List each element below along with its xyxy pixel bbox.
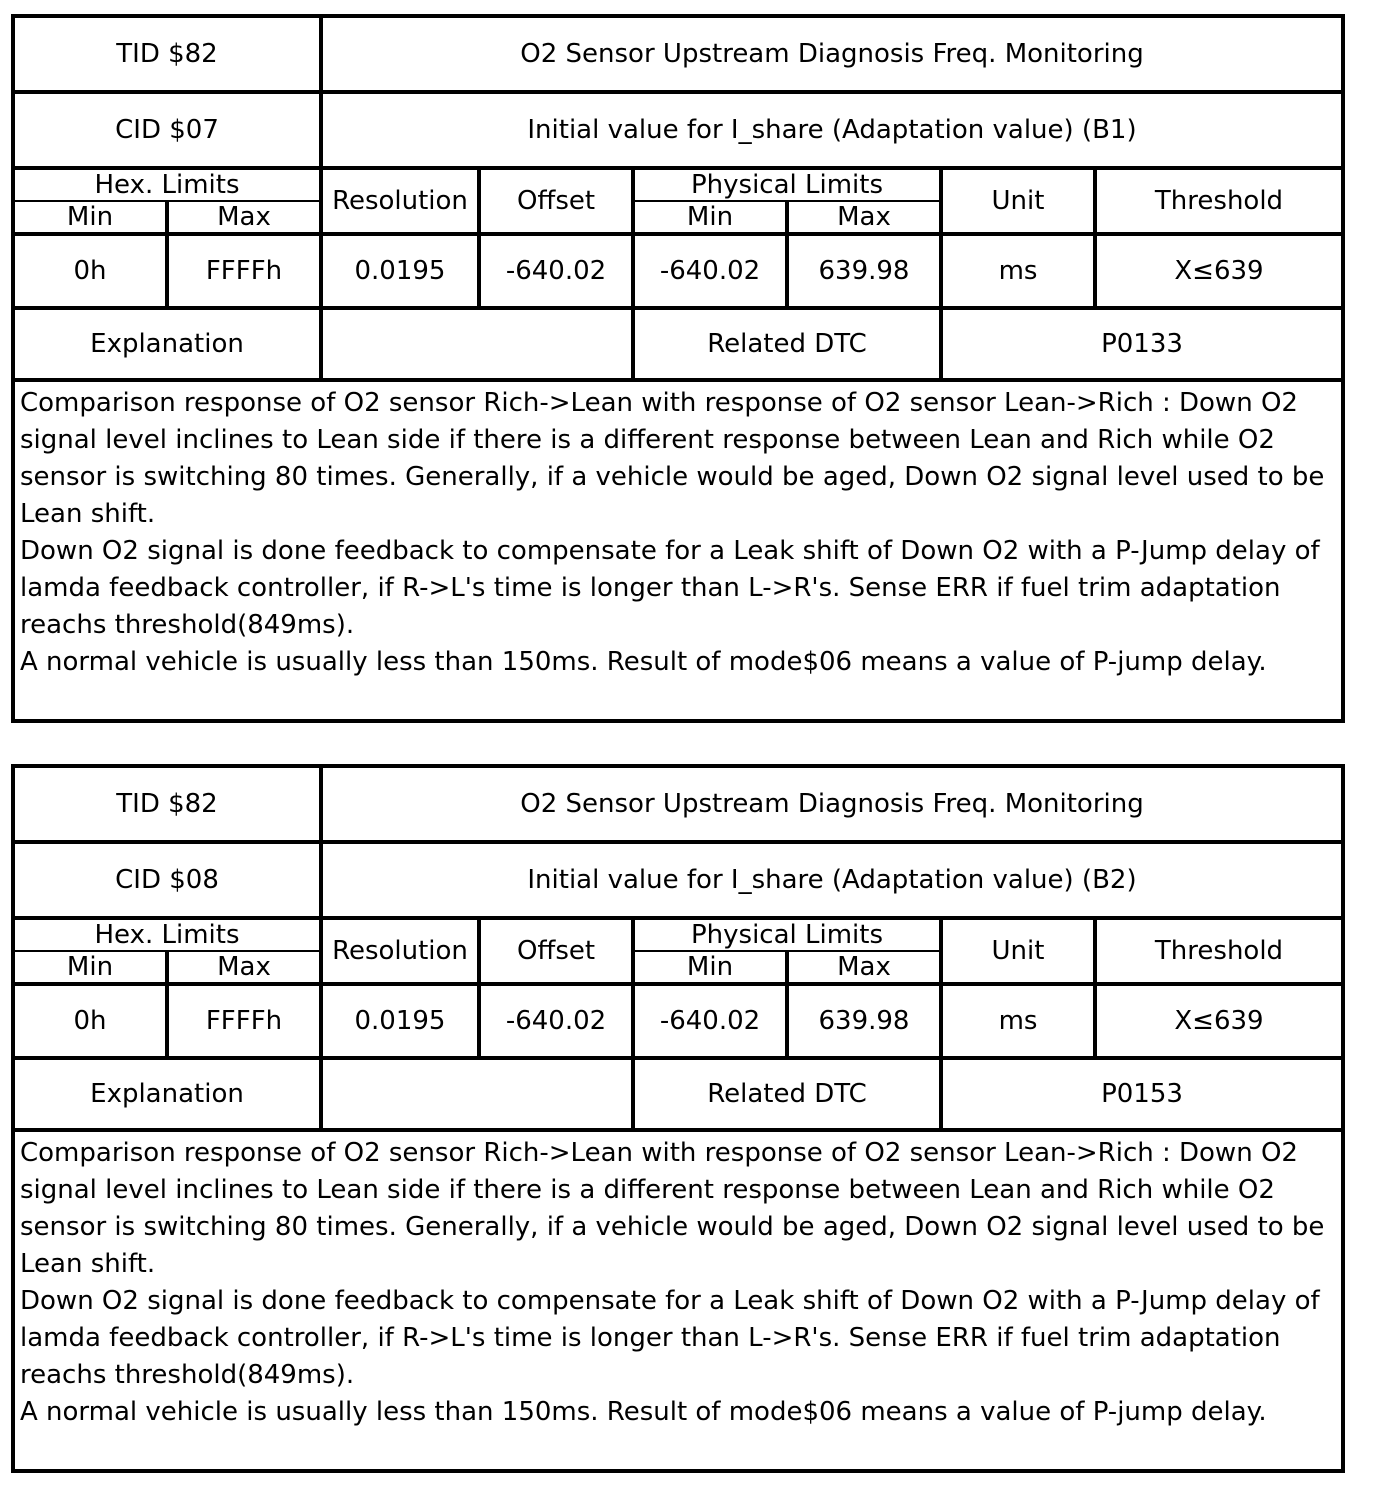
explanation-paragraph: A normal vehicle is usually less than 150ms. Result of mode$06 means a value of P-jump delay. [20, 647, 1267, 677]
cid-cell: CID $08 [13, 842, 321, 918]
explanation-paragraph: Comparison response of O2 sensor Rich->Lean with response of O2 sensor Lean->Rich : Down O2 signal level inclines to Lean side if there is a different response between Lean and Rich while O2 sensor is switching 80 times. Generally, if a vehicle would be aged, Down O2 signal level used to be Lean shift. [20, 388, 1325, 529]
threshold-value: X≤639 [1095, 984, 1343, 1058]
hex-limits-header: Hex. Limits [13, 168, 321, 201]
related-dtc-label: Related DTC [633, 308, 941, 380]
explanation-text [13, 380, 1343, 721]
threshold-header: Threshold [1095, 168, 1343, 234]
offset-header: Offset [479, 918, 633, 984]
resolution-header: Resolution [321, 168, 479, 234]
unit-header: Unit [941, 918, 1095, 984]
hex-limits-header: Hex. Limits [13, 918, 321, 951]
explanation-value [321, 308, 633, 380]
hex-min-value: 0h [13, 234, 167, 308]
phys-min-header: Min [633, 951, 787, 984]
explanation-label: Explanation [13, 1058, 321, 1130]
offset-header: Offset [479, 168, 633, 234]
explanation-paragraph: Down O2 signal is done feedback to compensate for a Leak shift of Down O2 with a P-Jump delay of lamda feedback controller, if R->L's time is longer than L->R's. Sense ERR if fuel trim adaptation reachs threshold(849ms). [20, 536, 1320, 640]
hex-min-header: Min [13, 201, 167, 234]
unit-header: Unit [941, 168, 1095, 234]
hex-max-header: Max [167, 201, 321, 234]
phys-max-header: Max [787, 201, 941, 234]
tid-description: O2 Sensor Upstream Diagnosis Freq. Monitoring [321, 766, 1343, 842]
explanation-text [13, 1130, 1343, 1471]
hex-max-value: FFFFh [167, 234, 321, 308]
phys-max-value: 639.98 [787, 984, 941, 1058]
cid-description: Initial value for I_share (Adaptation value) (B1) [321, 92, 1343, 168]
phys-min-value: -640.02 [633, 234, 787, 308]
diagnosis-table-2 [11, 764, 1341, 1473]
resolution-header: Resolution [321, 918, 479, 984]
tid-cell: TID $82 [13, 766, 321, 842]
explanation-paragraph: A normal vehicle is usually less than 150ms. Result of mode$06 means a value of P-jump delay. [20, 1397, 1267, 1427]
resolution-value: 0.0195 [321, 234, 479, 308]
phys-max-header: Max [787, 951, 941, 984]
explanation-paragraph: Comparison response of O2 sensor Rich->Lean with response of O2 sensor Lean->Rich : Down O2 signal level inclines to Lean side if there is a different response between Lean and Rich while O2 sensor is switching 80 times. Generally, if a vehicle would be aged, Down O2 signal level used to be Lean shift. [20, 1138, 1325, 1279]
hex-min-header: Min [13, 951, 167, 984]
phys-min-value: -640.02 [633, 984, 787, 1058]
explanation-paragraph: Down O2 signal is done feedback to compensate for a Leak shift of Down O2 with a P-Jump delay of lamda feedback controller, if R->L's time is longer than L->R's. Sense ERR if fuel trim adaptation reachs threshold(849ms). [20, 1286, 1320, 1390]
mode06-table [11, 14, 1345, 723]
related-dtc-value: P0153 [941, 1058, 1343, 1130]
tid-cell: TID $82 [13, 16, 321, 92]
threshold-value: X≤639 [1095, 234, 1343, 308]
hex-max-value: FFFFh [167, 984, 321, 1058]
unit-value: ms [941, 984, 1095, 1058]
explanation-value [321, 1058, 633, 1130]
diagnosis-table-1 [11, 14, 1341, 723]
mode06-table [11, 764, 1345, 1473]
hex-min-value: 0h [13, 984, 167, 1058]
offset-value: -640.02 [479, 234, 633, 308]
offset-value: -640.02 [479, 984, 633, 1058]
cid-cell: CID $07 [13, 92, 321, 168]
physical-limits-header: Physical Limits [633, 918, 941, 951]
hex-max-header: Max [167, 951, 321, 984]
related-dtc-label: Related DTC [633, 1058, 941, 1130]
cid-description: Initial value for I_share (Adaptation value) (B2) [321, 842, 1343, 918]
tid-description: O2 Sensor Upstream Diagnosis Freq. Monitoring [321, 16, 1343, 92]
related-dtc-value: P0133 [941, 308, 1343, 380]
resolution-value: 0.0195 [321, 984, 479, 1058]
phys-min-header: Min [633, 201, 787, 234]
unit-value: ms [941, 234, 1095, 308]
threshold-header: Threshold [1095, 918, 1343, 984]
phys-max-value: 639.98 [787, 234, 941, 308]
physical-limits-header: Physical Limits [633, 168, 941, 201]
explanation-label: Explanation [13, 308, 321, 380]
